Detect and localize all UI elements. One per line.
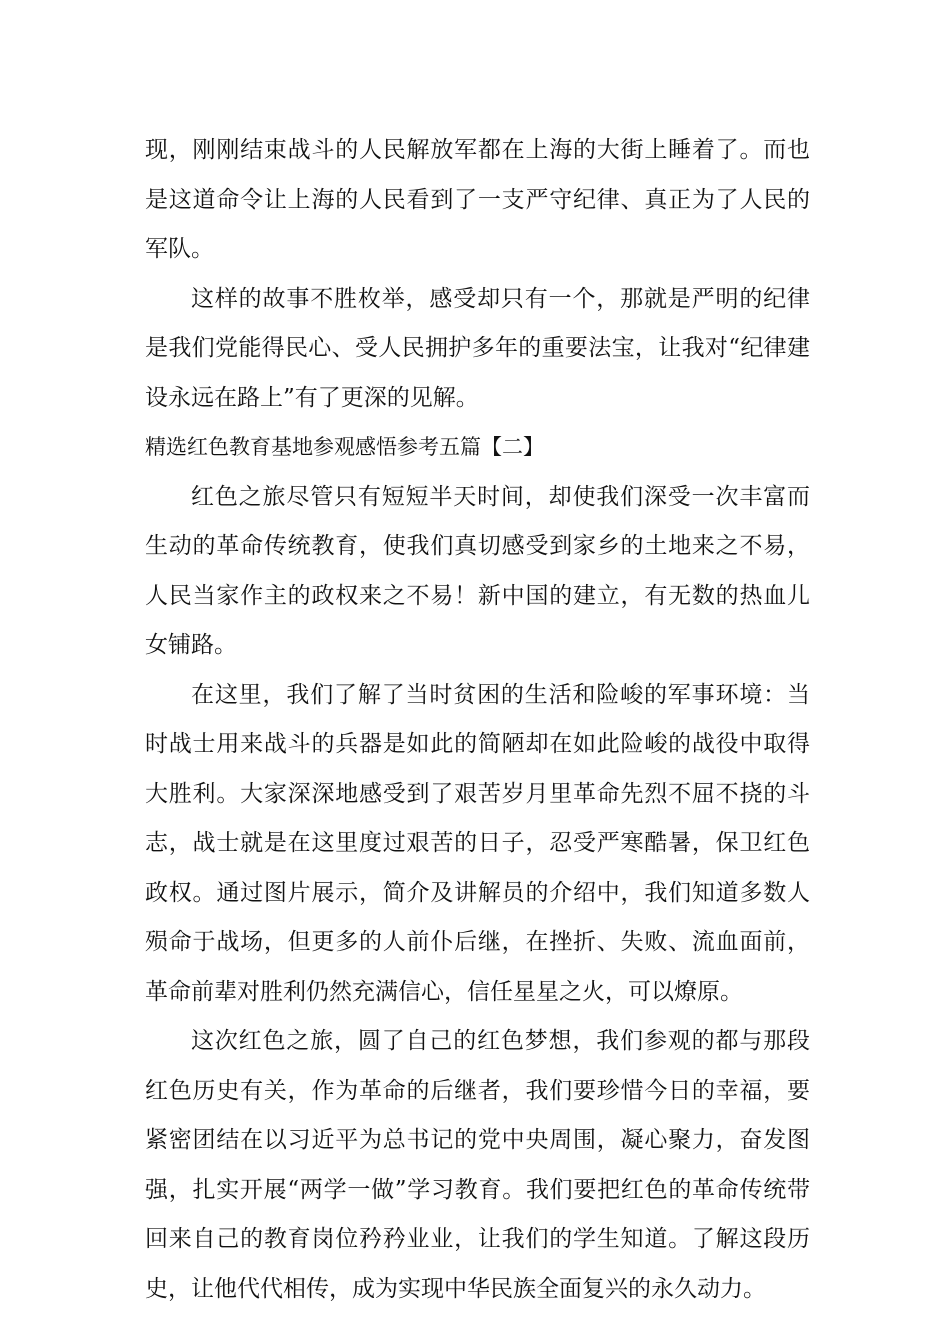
paragraph-this-trip: 这次红色之旅，圆了自己的红色梦想，我们参观的都与那段红色历史有关，作为革命的后继者，我们要珍惜今日的幸福，要紧密团结在以习近平为总书记的党中央周围，凝心聚力，奋发图强，扎实开展“两学一做”学习教育。我们要把红色的革命传统带回来自己的教育岗位矜矜业业，让我们的学生知道。了解这段历史，让他代代相传，成为实现中华民族全面复兴的永久动力。 <box>145 1028 810 1302</box>
document-body <box>145 126 810 1314</box>
paragraph-red-tour: 红色之旅尽管只有短短半天时间，却使我们深受一次丰富而生动的革命传统教育，使我们真切感受到家乡的土地来之不易，人民当家作主的政权来之不易！新中国的建立，有无数的热血儿女铺路。 <box>145 483 810 658</box>
paragraph-discipline: 这样的故事不胜枚举，感受却只有一个，那就是严明的纪律是我们党能得民心、受人民拥护多年的重要法宝，让我对“纪律建设永远在路上”有了更深的见解。 <box>145 285 810 411</box>
section-heading: 精选红色教育基地参观感悟参考五篇【二】 <box>145 435 544 459</box>
paragraph-here: 在这里，我们了解了当时贫困的生活和险峻的军事环境：当时战士用来战斗的兵器是如此的简陋却在如此险峻的战役中取得大胜利。大家深深地感受到了艰苦岁月里革命先烈不屈不挠的斗志，战士就是在这里度过艰苦的日子，忍受严寒酷暑，保卫红色政权。通过图片展示，简介及讲解员的介绍中，我们知道多数人殒命于战场，但更多的人前仆后继，在挫折、失败、流血面前，革命前辈对胜利仍然充满信心，信任星星之火，可以燎原。 <box>145 681 810 1005</box>
paragraph-continuation: 现，刚刚结束战斗的人民解放军都在上海的大街上睡着了。而也是这道命令让上海的人民看到了一支严守纪律、真正为了人民的军队。 <box>145 137 810 262</box>
